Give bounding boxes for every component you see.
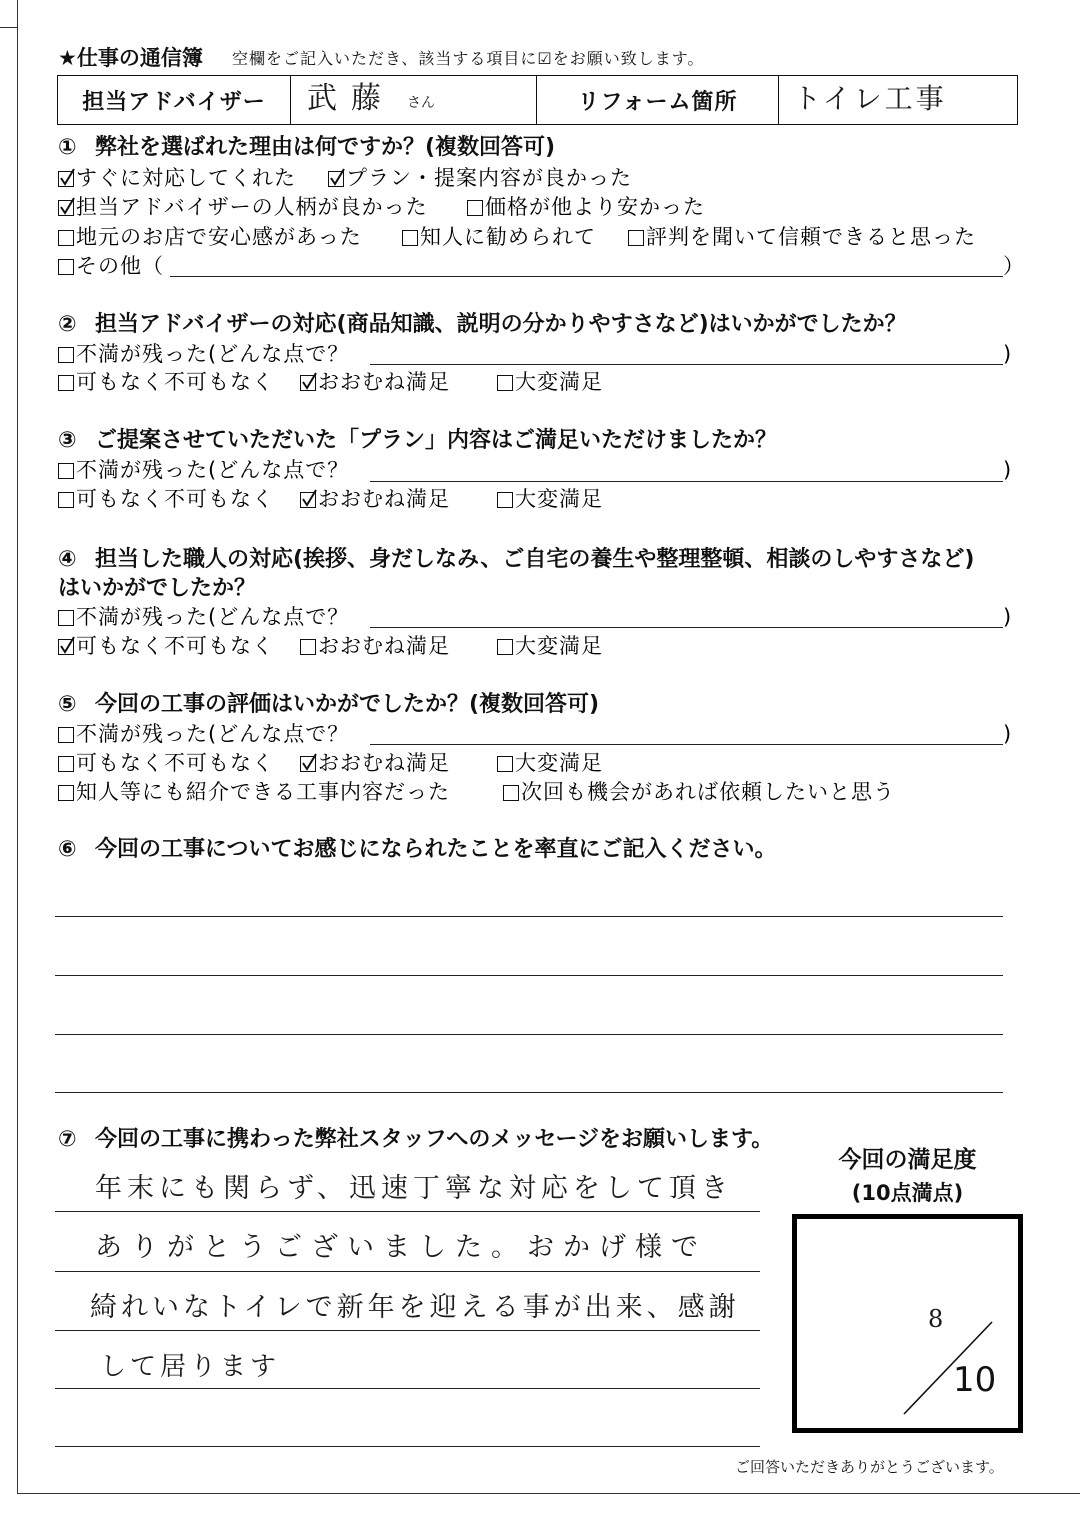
q2-option: [300, 369, 450, 395]
satisfaction-max: 10: [953, 1360, 997, 1400]
option-label: すぐに対応してくれた: [76, 166, 296, 190]
page-bottom-border: [17, 1493, 1080, 1494]
checkbox[interactable]: [58, 171, 74, 187]
q6-number: ⑥: [58, 837, 77, 862]
message-rule[interactable]: [55, 1271, 760, 1272]
option-label: 大変満足: [515, 370, 603, 394]
message-rule[interactable]: [55, 1330, 760, 1331]
option-label: 可もなく不可もなく: [76, 487, 274, 511]
option-label: 価格が他より安かった: [485, 195, 705, 219]
q5-number: ⑤: [58, 692, 77, 717]
checkbox[interactable]: [503, 785, 519, 801]
option-label: 可もなく不可もなく: [76, 751, 274, 775]
message-line: して居ります: [100, 1352, 281, 1382]
checkbox[interactable]: [467, 200, 483, 216]
location-value-cell[interactable]: [779, 76, 1017, 124]
checkbox[interactable]: [58, 727, 74, 743]
checkbox[interactable]: [58, 492, 74, 508]
option-label: 次回も機会があれば依頼したいと思う: [521, 780, 895, 804]
checkbox[interactable]: [300, 375, 316, 391]
q4-option: [300, 633, 450, 659]
checkbox[interactable]: [58, 230, 74, 246]
option-label: おおむね満足: [318, 487, 450, 511]
checkbox[interactable]: [58, 610, 74, 626]
option-label: 不満が残った(どんな点で？: [76, 722, 350, 746]
checkbox[interactable]: [497, 375, 513, 391]
message-rule[interactable]: [55, 1446, 760, 1447]
info-table: [57, 75, 1018, 125]
dissatisfied-answer-line[interactable]: [370, 481, 1003, 482]
closing-paren: ): [1003, 342, 1013, 366]
q1-option: [58, 165, 296, 191]
checkbox[interactable]: [328, 171, 344, 187]
message-line: ありがとうございました。おかげ様で: [95, 1232, 707, 1263]
q2-option: [58, 369, 274, 395]
q4-option: [58, 633, 274, 659]
option-label: その他（: [76, 254, 164, 278]
option-label: 地元のお店で安心感があった: [76, 225, 362, 249]
option-label: 知人等にも紹介できる工事内容だった: [76, 780, 450, 804]
option-label: 不満が残った(どんな点で？: [76, 458, 350, 482]
checkbox[interactable]: [497, 639, 513, 655]
option-label: 可もなく不可もなく: [76, 370, 274, 394]
check-icon: [58, 636, 76, 656]
q4-option: [497, 633, 603, 659]
q3-option: [497, 486, 603, 512]
checkbox[interactable]: [58, 375, 74, 391]
q5-option: [497, 750, 603, 776]
location-label: リフォーム箇所: [537, 76, 779, 124]
closing-paren: ): [1003, 605, 1013, 629]
q5-title: 今回の工事の評価はいかがでしたか？(複数回答可): [95, 692, 600, 717]
q6-title: 今回の工事についてお感じになられたことを率直にご記入ください。: [95, 837, 777, 862]
satisfaction-title: 今回の満足度: [838, 1147, 977, 1173]
q2-dissatisfied-option: [58, 341, 349, 367]
message-rule[interactable]: [55, 1211, 760, 1212]
checkbox[interactable]: [300, 756, 316, 772]
option-label: 不満が残った(どんな点で？: [76, 605, 350, 629]
satisfaction-score: 8: [928, 1305, 944, 1333]
q5-option: [503, 779, 895, 805]
option-label: 大変満足: [515, 751, 603, 775]
closing-paren: ): [1003, 722, 1013, 746]
option-label: おおむね満足: [318, 370, 450, 394]
q2-number: ②: [58, 312, 77, 337]
checkbox[interactable]: [58, 639, 74, 655]
q4-dissatisfied-option: [58, 604, 349, 630]
comment-line[interactable]: [55, 916, 1003, 917]
q1-option: [58, 224, 362, 250]
comment-line[interactable]: [55, 1092, 1003, 1093]
option-label: 大変満足: [515, 487, 603, 511]
dissatisfied-answer-line[interactable]: [370, 364, 1003, 365]
q1-option-other: [58, 253, 164, 279]
comment-line[interactable]: [55, 975, 1003, 976]
checkbox[interactable]: [58, 756, 74, 772]
q1-option: [58, 194, 428, 220]
checkbox[interactable]: [58, 259, 74, 275]
checkbox[interactable]: [402, 230, 418, 246]
q2-title: 担当アドバイザーの対応(商品知識、説明の分かりやすさなど)はいかがでしたか？: [95, 312, 907, 337]
closing-paren: ): [1003, 458, 1013, 482]
checkbox[interactable]: [497, 492, 513, 508]
checkbox[interactable]: [58, 785, 74, 801]
checkbox[interactable]: [300, 639, 316, 655]
option-label: プラン・提案内容が良かった: [346, 166, 632, 190]
check-icon: [300, 753, 318, 773]
q1-option: [328, 165, 632, 191]
dissatisfied-answer-line[interactable]: [370, 627, 1003, 628]
location-value: トイレ工事: [793, 82, 947, 115]
advisor-name-cell[interactable]: [291, 76, 537, 124]
option-label: 不満が残った(どんな点で？: [76, 342, 350, 366]
option-label: 評判を聞いて信頼できると思った: [646, 225, 976, 249]
q3-number: ③: [58, 428, 77, 453]
q2-option: [497, 369, 603, 395]
q3-option: [300, 486, 450, 512]
other-answer-line[interactable]: [170, 276, 1003, 277]
q1-option: [628, 224, 976, 250]
page-left-border: [17, 0, 18, 1494]
comment-line[interactable]: [55, 1034, 1003, 1035]
q1-option: [402, 224, 596, 250]
checkbox[interactable]: [300, 492, 316, 508]
q4-number: ④: [58, 547, 77, 572]
q1-number: ①: [58, 135, 77, 160]
checkbox[interactable]: [628, 230, 644, 246]
check-icon: [328, 168, 346, 188]
option-label: 大変満足: [515, 634, 603, 658]
corner-tick: [0, 27, 17, 28]
closing-paren: ）: [1003, 254, 1025, 278]
message-rule[interactable]: [55, 1388, 760, 1389]
q5-option: [300, 750, 450, 776]
dissatisfied-answer-line[interactable]: [370, 744, 1003, 745]
q1-title: 弊社を選ばれた理由は何ですか？(複数回答可): [95, 135, 556, 160]
q5-option: [58, 750, 274, 776]
option-label: 知人に勧められて: [420, 225, 596, 249]
form-title: ★仕事の通信簿: [58, 46, 203, 70]
thanks-footer: ご回答いただきありがとうございます。: [735, 1458, 1004, 1476]
advisor-label: 担当アドバイザー: [58, 76, 291, 124]
checkbox[interactable]: [58, 347, 74, 363]
checkbox[interactable]: [58, 200, 74, 216]
satisfaction-subtitle: (10点満点): [851, 1181, 964, 1205]
q5-option: [58, 779, 450, 805]
option-label: おおむね満足: [318, 751, 450, 775]
q3-title: ご提案させていただいた「プラン」内容はご満足いただけましたか？: [95, 428, 778, 453]
message-line: 年末にも関らず、迅速丁寧な対応をして頂き: [95, 1173, 733, 1204]
q7-number: ⑦: [58, 1127, 77, 1152]
q3-dissatisfied-option: [58, 457, 349, 483]
form-instruction: 空欄をご記入いただき、該当する項目に☑をお願い致します。: [232, 49, 705, 68]
q4-title-line2: はいかがでしたか？: [58, 576, 257, 601]
option-label: 担当アドバイザーの人柄が良かった: [76, 195, 428, 219]
check-icon: [300, 372, 318, 392]
q3-option: [58, 486, 274, 512]
option-label: 可もなく不可もなく: [76, 634, 274, 658]
advisor-name: 武藤: [307, 81, 395, 116]
check-icon: [58, 168, 76, 188]
message-line: 綺れいなトイレで新年を迎える事が出来、感謝: [90, 1292, 740, 1323]
q4-title: 担当した職人の対応(挨拶、身だしなみ、ご自宅の養生や整理整頓、相談のしやすさなど): [95, 547, 975, 572]
q5-dissatisfied-option: [58, 721, 349, 747]
advisor-suffix: さん: [407, 95, 435, 111]
q7-title: 今回の工事に携わった弊社スタッフへのメッセージをお願いします。: [95, 1127, 774, 1152]
check-icon: [58, 197, 76, 217]
option-label: おおむね満足: [318, 634, 450, 658]
check-icon: [300, 489, 318, 509]
checkbox[interactable]: [58, 463, 74, 479]
q1-option: [467, 194, 705, 220]
checkbox[interactable]: [497, 756, 513, 772]
